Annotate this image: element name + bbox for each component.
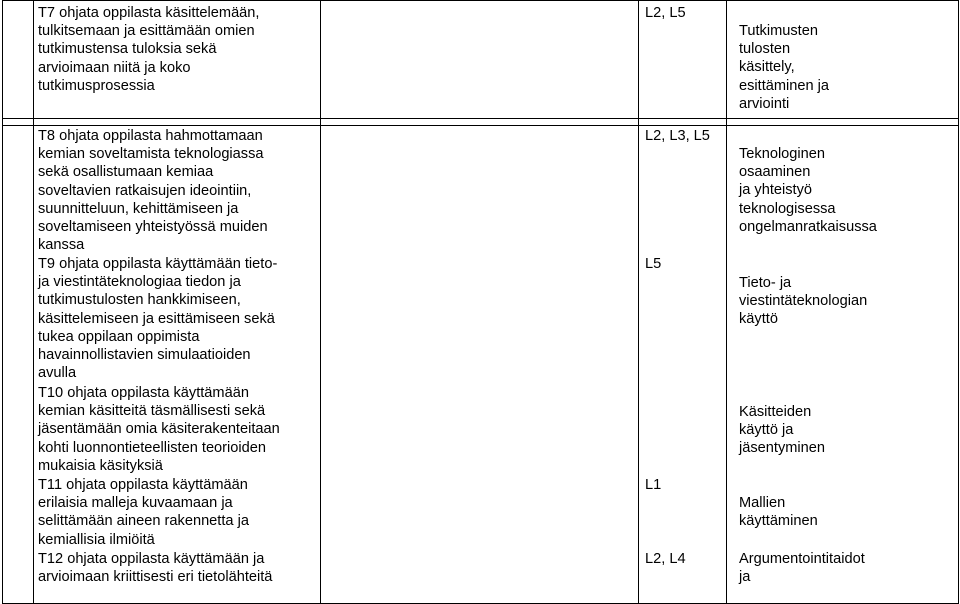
goal-line: mukaisia käsityksiä (38, 457, 163, 474)
content-line: käsittely, (739, 59, 795, 76)
goal-line: kemian käsitteitä täsmällisesti sekä (38, 403, 266, 420)
goal-line: kanssa (38, 237, 85, 254)
row-separator (2, 118, 959, 119)
content-area-cell-t12 (645, 550, 686, 568)
learning-content-cell-t11 (739, 494, 818, 530)
goal-cell-t7 (38, 4, 259, 95)
goal-line: arvioimaan niitä ja koko (38, 59, 191, 76)
learning-content-cell-t7 (739, 22, 829, 113)
content-line: Tutkimusten (739, 23, 818, 39)
goal-line: soveltavien ratkaisujen ideointiin, (38, 182, 252, 199)
goal-line: T11 ohjata oppilasta käyttämään (38, 477, 248, 493)
content-line: teknologisessa (739, 200, 836, 217)
content-area-line: L2, L5 (645, 5, 686, 21)
goal-line: käsittelemiseen ja esittämiseen sekä (38, 310, 275, 327)
content-area-line: L5 (645, 256, 662, 272)
goal-line: suunnitteluun, kehittämiseen ja (38, 200, 239, 217)
goal-line: T10 ohjata oppilasta käyttämään (38, 385, 249, 401)
goal-cell-t8 (38, 127, 268, 254)
goal-line: jäsentämään omia käsiterakenteitaan (38, 421, 280, 438)
content-area-cell-t8 (645, 127, 710, 145)
content-line: ja (739, 569, 751, 586)
content-line: käyttö (739, 311, 778, 328)
content-line: käyttö ja (739, 422, 794, 439)
goal-line: kemiallisia ilmiöitä (38, 531, 155, 548)
learning-content-cell-t9 (739, 274, 867, 329)
goal-line: selittämään aineen rakennetta ja (38, 513, 249, 530)
goal-line: kemian soveltamista teknologiassa (38, 146, 264, 163)
content-line: osaaminen (739, 164, 811, 181)
goal-line: kohti luonnontieteellisten teorioiden (38, 439, 266, 456)
content-area-line: L2, L4 (645, 551, 686, 567)
learning-content-cell-t8 (739, 145, 877, 236)
goal-line: T7 ohjata oppilasta käsittelemään, (38, 5, 260, 21)
content-line: Tieto- ja (739, 275, 792, 291)
goal-line: arvioimaan kriittisesti eri tietolähteitä (38, 569, 273, 586)
table-border-right (958, 0, 959, 604)
content-line: arviointi (739, 95, 790, 112)
content-line: ongelmanratkaisussa (739, 218, 877, 235)
row-separator-top (2, 0, 959, 1)
content-line: Mallien (739, 495, 786, 511)
content-line: käyttäminen (739, 513, 818, 530)
goal-line: sekä osallistumaan kemiaa (38, 164, 214, 181)
goal-line: soveltamiseen yhteistyössä muiden (38, 219, 268, 236)
content-line: ja yhteistyö (739, 182, 813, 199)
goal-cell-t9 (38, 255, 277, 382)
goal-line: tutkimustensa tuloksia sekä (38, 41, 217, 58)
table-divider-3 (638, 0, 639, 604)
content-area-line: L2, L3, L5 (645, 128, 710, 144)
goal-line: tulkitsemaan ja esittämään omien (38, 23, 255, 40)
content-area-line: L1 (645, 477, 662, 493)
content-line: Käsitteiden (739, 404, 812, 420)
content-area-cell-t9 (645, 255, 661, 273)
goal-line: tutkimustulosten hankkimiseen, (38, 292, 241, 309)
content-line: esittäminen ja (739, 77, 830, 94)
content-line: viestintäteknologian (739, 293, 868, 310)
content-line: tulosten (739, 41, 791, 58)
goal-line: erilaisia malleja kuvaamaan ja (38, 495, 233, 512)
goal-line: T8 ohjata oppilasta hahmottamaan (38, 128, 263, 144)
table-divider-2 (320, 0, 321, 604)
content-line: jäsentyminen (739, 440, 825, 457)
goal-cell-t12 (38, 550, 272, 586)
learning-content-cell-t10 (739, 403, 825, 458)
content-line: Argumentointitaidot (739, 551, 865, 567)
goal-line: havainnollistavien simulaatioiden (38, 347, 251, 364)
learning-content-cell-t12 (739, 550, 865, 586)
content-area-cell-t7 (645, 4, 686, 22)
goal-line: ja viestintäteknologiaa tiedon ja (38, 274, 241, 291)
goal-line: tutkimusprosessia (38, 77, 155, 94)
goal-line: T12 ohjata oppilasta käyttämään ja (38, 551, 265, 567)
content-area-cell-t11 (645, 476, 661, 494)
content-line: Teknologinen (739, 146, 826, 162)
table-divider-4 (726, 0, 727, 604)
goal-cell-t11 (38, 476, 249, 549)
goal-line: tukea oppilaan oppimista (38, 328, 200, 345)
row-separator (2, 125, 959, 126)
goal-cell-t10 (38, 384, 280, 475)
table-border-left (2, 0, 3, 604)
table-divider-1 (33, 0, 34, 604)
goal-line: avulla (38, 365, 77, 382)
goal-line: T9 ohjata oppilasta käyttämään tieto- (38, 256, 278, 272)
